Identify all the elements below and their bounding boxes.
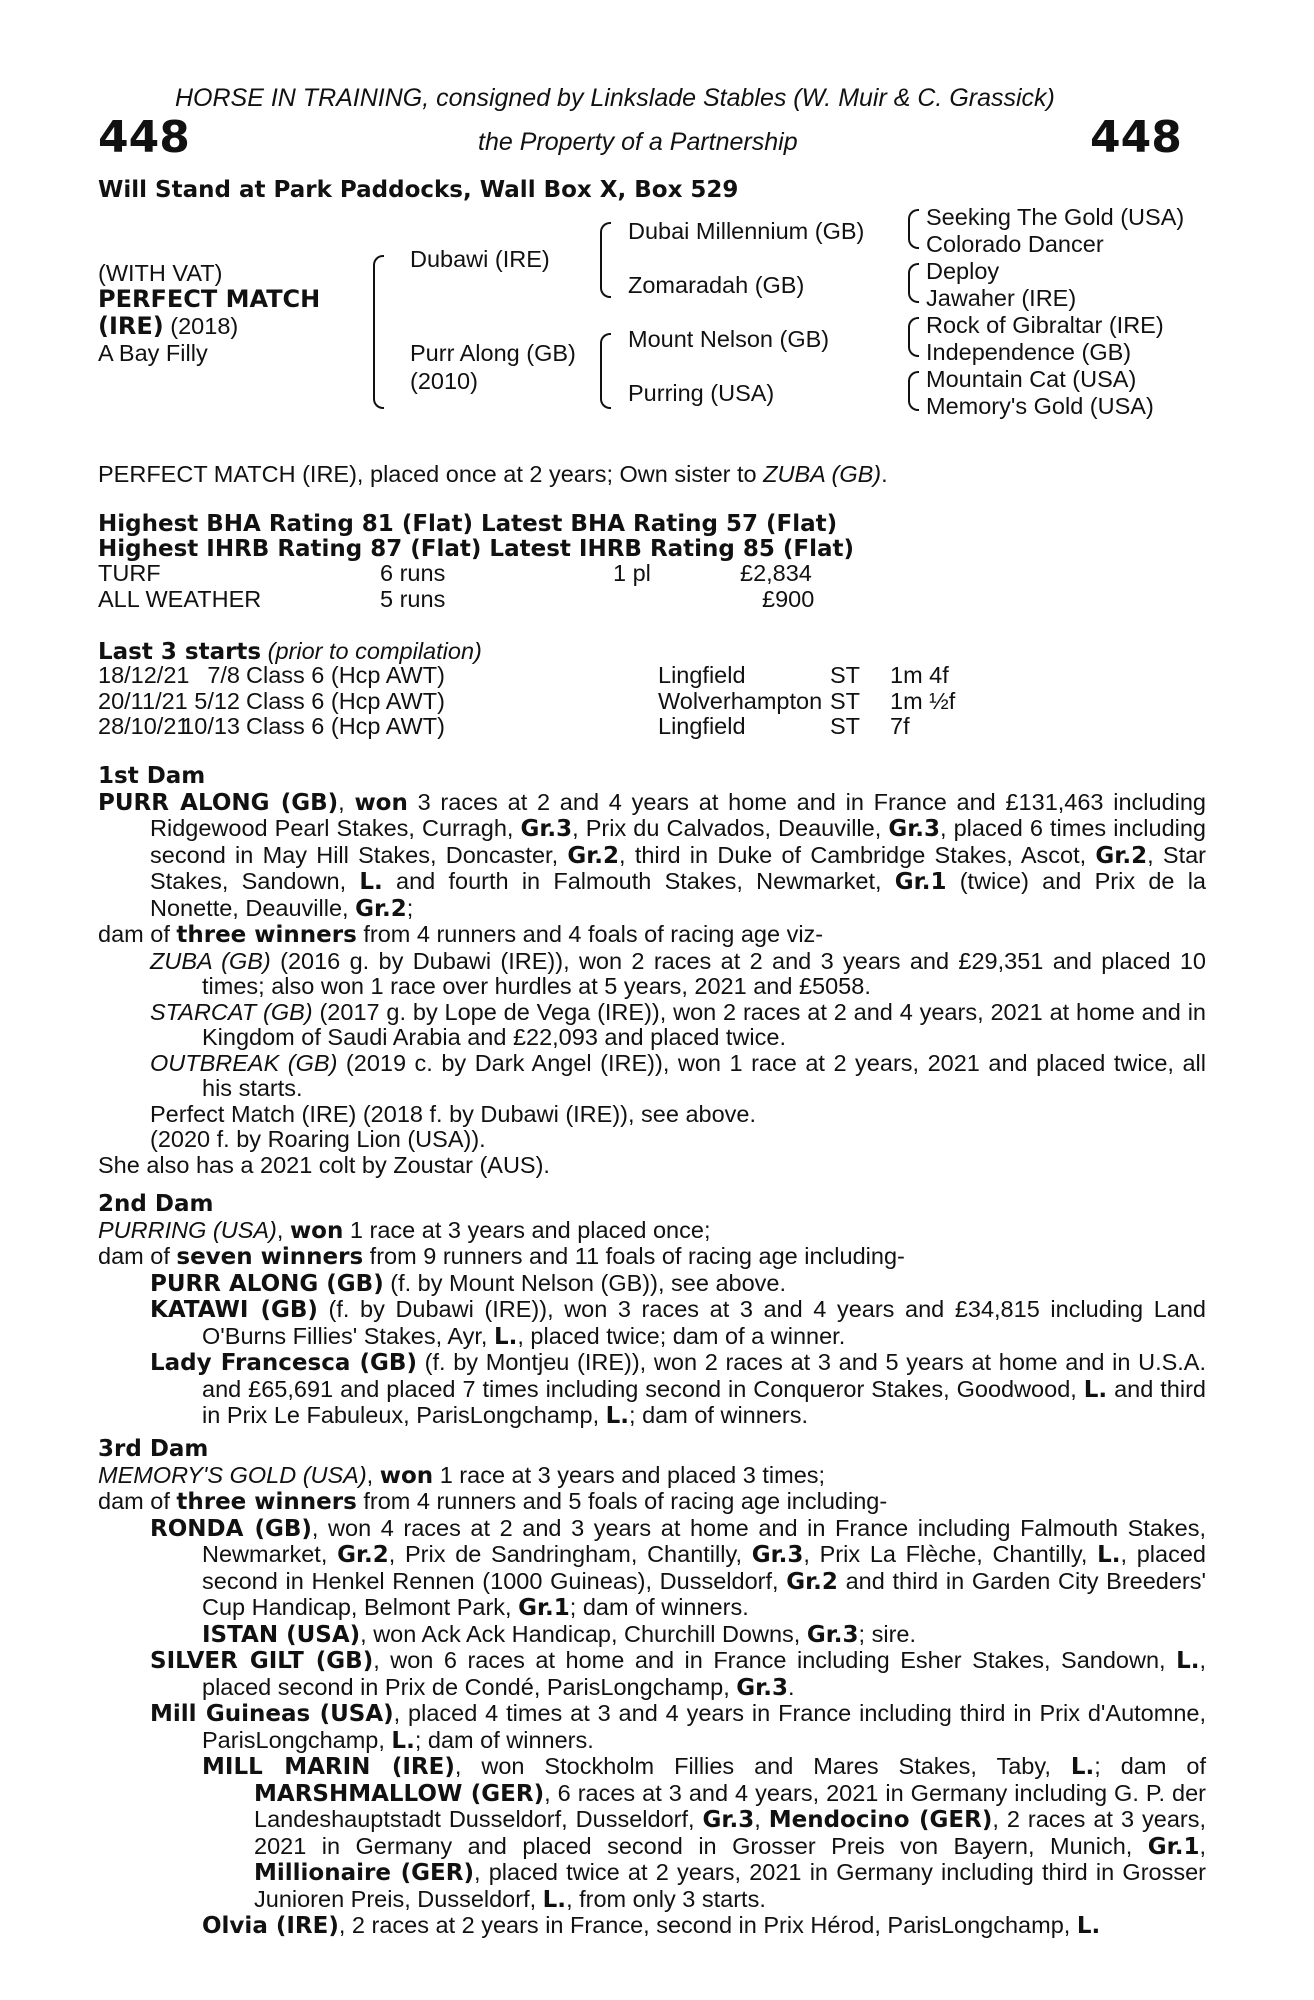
summary-sister: ZUBA (GB) xyxy=(763,461,882,487)
first-dam-p6 xyxy=(150,1102,1206,1128)
third-dam-p5 xyxy=(150,1648,1206,1701)
horse-year: (2018) xyxy=(163,313,239,339)
summary-text: PERFECT MATCH (IRE), placed once at 2 years; Own sister to xyxy=(98,461,764,487)
dam-name: Purr Along (GB) xyxy=(410,340,576,366)
start-pos: 10/13 xyxy=(181,713,240,739)
turf-label: TURF xyxy=(98,560,161,586)
bold-text: won xyxy=(379,1462,434,1489)
text-run: and third in Garden City Breeders' Cup Handicap, Belmont Park, xyxy=(202,1567,1206,1620)
text-run: ; dam of winners. xyxy=(569,1594,749,1620)
bold-text: Gr.2 xyxy=(337,1542,389,1568)
text-run: , Prix du Calvados, Deauville, xyxy=(572,815,889,841)
start-going: ST xyxy=(830,713,861,739)
turf-row xyxy=(98,561,858,587)
italic-text: OUTBREAK (GB) xyxy=(150,1049,338,1076)
text-run: , from only 3 starts. xyxy=(566,1885,766,1912)
turf-placed: 1 pl xyxy=(613,560,651,586)
first-dam-p4 xyxy=(150,1000,1206,1051)
turf-money: £2,834 xyxy=(740,560,812,586)
text-run: , placed second in Prix de Condé, ParisLongchamp, xyxy=(202,1647,1206,1700)
text-run: , placed twice; dam of a winner. xyxy=(517,1322,846,1349)
bold-text: KATAWI (GB) xyxy=(150,1297,318,1323)
start-pos: 5/12 xyxy=(194,687,240,714)
text-run: 1 race at 3 years and placed once; xyxy=(343,1216,711,1243)
third-dam-p7 xyxy=(202,1754,1206,1913)
third-dam-p3 xyxy=(150,1516,1206,1622)
summary-end: . xyxy=(881,461,888,487)
brace-main xyxy=(373,255,384,409)
start-row xyxy=(98,689,1206,715)
italic-text: STARCAT (GB) xyxy=(150,998,313,1025)
text-run: (f. by Dubawi (IRE)), won 3 races at 3 and 4 years and £34,815 including Land O'Burns Fillies' Stakes, Ayr, xyxy=(202,1296,1206,1349)
text-run: , won 4 races at 2 and 3 years at home and in France including Falmouth Stakes, Newmarket, xyxy=(202,1514,1206,1567)
text-run: and fourth in Falmouth Stakes, Newmarket, xyxy=(382,868,895,894)
text-run: , xyxy=(754,1806,769,1832)
g-sds: Deploy xyxy=(926,258,1000,284)
text-run: from 9 runners and 11 foals of racing age including- xyxy=(363,1243,905,1269)
sire-dam: Zomaradah (GB) xyxy=(628,272,805,298)
brace-g3 xyxy=(908,317,919,357)
text-run: , Prix de Sandringham, Chantilly, xyxy=(388,1541,752,1567)
start-course: Lingfield xyxy=(658,662,746,688)
bold-text: L. xyxy=(1176,1648,1200,1674)
text-run: (2020 f. by Roaring Lion (USA)). xyxy=(150,1126,486,1152)
first-dam-p2 xyxy=(98,922,1206,949)
start-date: 20/11/21 xyxy=(98,687,188,714)
horse-name: PERFECT MATCH xyxy=(98,285,321,313)
bold-text: Gr.3 xyxy=(736,1674,788,1701)
second-dam-p5 xyxy=(150,1350,1206,1430)
bold-text: Millionaire (GER) xyxy=(254,1860,474,1886)
first-dam-p7 xyxy=(150,1127,1206,1153)
property-line: the Property of a Partnership xyxy=(478,128,798,156)
bold-text: L. xyxy=(391,1727,415,1754)
text-run: ; dam of winners. xyxy=(629,1402,808,1428)
horse-country: (IRE) xyxy=(98,312,164,340)
third-dam-heading: 3rd Dam xyxy=(98,1436,209,1462)
bold-text: Gr.1 xyxy=(1147,1833,1200,1860)
text-run: She also has a 2021 colt by Zoustar (AUS). xyxy=(98,1151,550,1178)
bold-text: Lady Francesca (GB) xyxy=(150,1350,417,1376)
bold-text: Gr.1 xyxy=(894,869,947,895)
g-ddd: Memory's Gold (USA) xyxy=(926,393,1154,419)
text-run: ; xyxy=(406,894,414,921)
text-run: and third in Prix Le Fabuleux, ParisLongchamp, xyxy=(202,1375,1206,1428)
lot-number-left: 448 xyxy=(98,112,190,163)
text-run: (twice) and Prix de la Nonette, Deauville, xyxy=(150,868,1207,921)
text-run: (2016 g. by Dubawi (IRE)), won 2 races at 2 and 3 years and £29,351 and placed 10 times; also won 1 race over hurdles at 5 years, 2021 and £5058. xyxy=(202,947,1207,999)
text-run: from 4 runners and 5 foals of racing age including- xyxy=(356,1488,888,1514)
text-run: , Prix La Flèche, Chantilly, xyxy=(803,1541,1098,1567)
second-dam-p4 xyxy=(150,1297,1206,1350)
text-run: Perfect Match (IRE) (2018 f. by Dubawi (IRE)), see above. xyxy=(150,1100,757,1127)
g-sdd: Jawaher (IRE) xyxy=(926,285,1077,311)
bold-text: Gr.2 xyxy=(786,1568,838,1595)
text-run: (2019 c. by Dark Angel (IRE)), won 1 race at 2 years, 2021 and placed twice, all his starts. xyxy=(202,1049,1206,1101)
bold-text: Gr.2 xyxy=(1095,842,1148,869)
bold-text: L. xyxy=(605,1403,630,1429)
summary-line xyxy=(98,461,888,488)
turf-runs: 6 runs xyxy=(380,560,446,586)
first-dam-p8 xyxy=(98,1153,1206,1179)
last-starts-note: (prior to compilation) xyxy=(261,638,482,664)
text-run: dam of xyxy=(98,1488,177,1514)
consignor-line: HORSE IN TRAINING, consigned by Linkslade Stables (W. Muir & C. Grassick) xyxy=(175,84,1055,112)
third-dam-p1 xyxy=(98,1463,1206,1490)
g-sss: Seeking The Gold (USA) xyxy=(926,204,1185,230)
bold-text: L. xyxy=(1097,1542,1121,1568)
start-row xyxy=(98,663,1206,689)
start-course: Lingfield xyxy=(658,713,746,739)
bold-text: L. xyxy=(493,1323,518,1350)
bold-text: Mendocino (GER) xyxy=(768,1807,993,1833)
vat-note: (WITH VAT) xyxy=(98,260,223,286)
bold-text: Gr.2 xyxy=(567,842,620,869)
text-run: , 2 races at 3 years, 2021 in Germany and placed second in Grosser Preis von Bayern, Munich, xyxy=(254,1806,1206,1859)
text-run: , 6 races at 3 and 4 years, 2021 in Germany including G. P. der Landeshauptstadt Dusseldorf, Dusseldorf, xyxy=(254,1779,1206,1832)
third-dam-section xyxy=(98,1437,1206,1940)
italic-text: ZUBA (GB) xyxy=(150,947,271,974)
g-dds: Mountain Cat (USA) xyxy=(926,366,1137,392)
text-run: , xyxy=(1199,1832,1206,1859)
bold-text: won xyxy=(354,789,408,816)
start-pos: 7/8 xyxy=(207,662,240,688)
dam-sire: Mount Nelson (GB) xyxy=(628,326,830,352)
text-run: dam of xyxy=(98,921,177,947)
bold-text: won xyxy=(289,1217,344,1244)
start-dist: 1m ½f xyxy=(890,687,956,714)
text-run: ; dam of winners. xyxy=(414,1726,594,1753)
dam-year: (2010) xyxy=(410,368,478,394)
bha-rating: Highest BHA Rating 81 (Flat) Latest BHA Rating 57 (Flat) xyxy=(98,511,838,537)
text-run: dam of xyxy=(98,1243,177,1269)
italic-text: PURRING (USA) xyxy=(98,1216,277,1243)
text-run: , Star Stakes, Sandown, xyxy=(150,841,1206,894)
text-run: (f. by Montjeu (IRE)), won 2 races at 3 and 5 years at home and in U.S.A. and £65,691 and placed 7 times including second in Conqueror Stakes, Goodwood, xyxy=(202,1349,1207,1402)
bold-text: RONDA (GB) xyxy=(150,1515,312,1542)
start-cls: Class 6 (Hcp AWT) xyxy=(246,662,445,688)
bold-text: PURR ALONG (GB) xyxy=(98,789,339,816)
second-dam-p2 xyxy=(98,1244,1206,1271)
text-run: , xyxy=(276,1216,290,1243)
second-dam-p3 xyxy=(150,1271,1206,1298)
text-run: ; sire. xyxy=(858,1620,917,1647)
first-dam-p5 xyxy=(150,1051,1206,1102)
third-dam-p8 xyxy=(202,1913,1206,1940)
bold-text: Gr.2 xyxy=(355,895,407,922)
horse-country-year xyxy=(98,312,238,340)
bold-text: Gr.3 xyxy=(520,816,573,842)
first-dam-p1 xyxy=(98,790,1206,923)
text-run: , won 6 races at home and in France including Esher Stakes, Sandown, xyxy=(373,1647,1177,1673)
bold-text: seven winners xyxy=(176,1244,364,1270)
bold-text: L. xyxy=(542,1886,567,1913)
bold-text: Gr.3 xyxy=(751,1542,804,1568)
italic-text: MEMORY'S GOLD (USA) xyxy=(98,1461,367,1488)
dam-dam: Purring (USA) xyxy=(628,380,775,406)
aw-runs: 5 runs xyxy=(380,586,446,612)
text-run: 1 race at 3 years and placed 3 times; xyxy=(433,1461,826,1488)
brace-dam xyxy=(600,333,611,409)
bold-text: ISTAN (USA) xyxy=(202,1621,361,1648)
ihrb-rating: Highest IHRB Rating 87 (Flat) Latest IHRB Rating 85 (Flat) xyxy=(98,536,855,562)
last-starts-heading xyxy=(98,638,482,665)
text-run: . xyxy=(787,1673,795,1700)
lot-number-right: 448 xyxy=(1090,112,1182,163)
bold-text: Gr.1 xyxy=(518,1595,570,1621)
text-run: , 2 races at 2 years in France, second in Prix Hérod, ParisLongchamp, xyxy=(338,1912,1077,1938)
third-dam-p4 xyxy=(202,1622,1206,1649)
brace-sire xyxy=(600,222,611,298)
brace-g4 xyxy=(908,371,919,411)
text-run: , won Ack Ack Handicap, Churchill Downs, xyxy=(360,1620,807,1647)
sire-sire: Dubai Millennium (GB) xyxy=(628,218,865,244)
third-dam-p2 xyxy=(98,1489,1206,1516)
bold-text: MARSHMALLOW (GER) xyxy=(254,1780,545,1807)
bold-text: L. xyxy=(1083,1376,1108,1403)
start-dist: 1m 4f xyxy=(890,662,949,688)
bold-text: Gr.3 xyxy=(888,816,940,842)
g-dsd: Independence (GB) xyxy=(926,339,1132,365)
aw-row xyxy=(98,587,858,613)
bold-text: SILVER GILT (GB) xyxy=(150,1648,374,1674)
second-dam-section xyxy=(98,1192,1206,1430)
aw-label: ALL WEATHER xyxy=(98,586,262,612)
bold-text: Mill Guineas (USA) xyxy=(150,1701,394,1727)
start-date: 18/12/21 xyxy=(98,662,190,688)
bold-text: L. xyxy=(1076,1913,1101,1939)
text-run: (2017 g. by Lope de Vega (IRE)), won 2 races at 2 and 4 years, 2021 at home and in Kingdom of Saudi Arabia and £22,093 and placed twice. xyxy=(202,998,1206,1050)
second-dam-p1 xyxy=(98,1218,1206,1245)
last-starts-title: Last 3 starts xyxy=(98,639,262,665)
start-date: 28/10/21 xyxy=(98,713,190,739)
bold-text: MILL MARIN (IRE) xyxy=(202,1754,455,1780)
start-row xyxy=(98,714,1206,740)
text-run: (f. by Mount Nelson (GB)), see above. xyxy=(383,1269,786,1296)
text-run: , xyxy=(366,1461,380,1488)
start-going: ST xyxy=(830,687,861,714)
g-ssd: Colorado Dancer xyxy=(926,231,1104,257)
start-going: ST xyxy=(830,662,861,688)
text-run: , placed second in Henkel Rennen (1000 Guineas), Dusseldorf, xyxy=(202,1541,1206,1594)
text-run: , won Stockholm Fillies and Mares Stakes, Taby, xyxy=(454,1753,1071,1779)
text-run: , placed 6 times including second in May Hill Stakes, Doncaster, xyxy=(150,815,1206,868)
text-run: , xyxy=(338,788,355,815)
horse-description: A Bay Filly xyxy=(98,340,208,366)
brace-g1 xyxy=(908,209,919,249)
bold-text: L. xyxy=(359,869,383,895)
text-run: from 4 runners and 4 foals of racing age viz- xyxy=(356,921,824,947)
aw-money: £900 xyxy=(762,586,815,612)
sire: Dubawi (IRE) xyxy=(410,246,550,272)
start-cls: Class 6 (Hcp AWT) xyxy=(246,687,445,714)
text-run: , placed twice at 2 years, 2021 in Germany including third in Grosser Junioren Preis, Dusseldorf, xyxy=(254,1859,1207,1912)
bold-text: three winners xyxy=(176,922,357,948)
text-run: , placed 4 times at 3 and 4 years in France including third in Prix d'Automne, ParisLongchamp, xyxy=(202,1700,1206,1753)
first-dam-section xyxy=(98,764,1206,1178)
bold-text: PURR ALONG (GB) xyxy=(150,1270,384,1297)
bold-text: Olvia (IRE) xyxy=(202,1913,339,1939)
third-dam-p6 xyxy=(150,1701,1206,1754)
bold-text: Gr.3 xyxy=(702,1807,755,1833)
stand-location: Will Stand at Park Paddocks, Wall Box X, Box 529 xyxy=(98,177,739,203)
brace-g2 xyxy=(908,263,919,303)
g-dss: Rock of Gibraltar (IRE) xyxy=(926,312,1164,338)
bold-text: three winners xyxy=(176,1489,357,1515)
second-dam-heading: 2nd Dam xyxy=(98,1191,214,1217)
first-dam-p3 xyxy=(150,949,1206,1000)
start-cls: Class 6 (Hcp AWT) xyxy=(246,713,445,739)
text-run: 3 races at 2 and 4 years at home and in France and £131,463 including Ridgewood Pearl Stakes, Curragh, xyxy=(150,788,1207,841)
bold-text: L. xyxy=(1070,1754,1095,1780)
bold-text: Gr.3 xyxy=(806,1621,859,1648)
text-run: , third in Duke of Cambridge Stakes, Ascot, xyxy=(619,841,1096,868)
start-course: Wolverhampton xyxy=(658,687,823,714)
start-dist: 7f xyxy=(890,713,910,739)
first-dam-heading: 1st Dam xyxy=(98,763,206,789)
text-run: ; dam of xyxy=(1094,1753,1206,1779)
